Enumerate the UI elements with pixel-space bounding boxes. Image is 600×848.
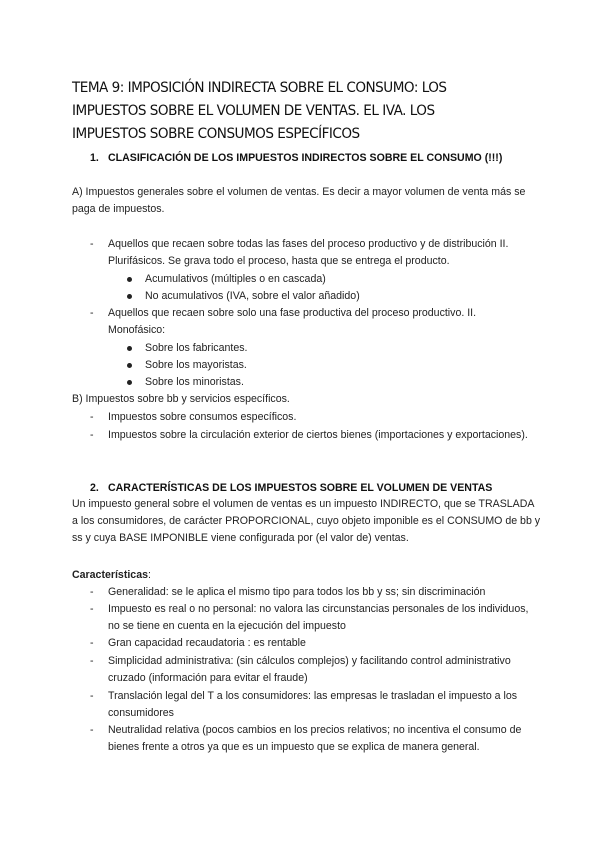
section-2-intro: Un impuesto general sobre el volumen de ventas es un impuesto INDIRECTO, que se TRASLADA a los consumidores, de carácter PROPORCIONAL, cuyo objeto imponible es el CONSUMO de bb y ss y cuya BASE IMPONIBLE viene configurada por (el valor de) ventas.	[72, 498, 541, 544]
section-2-heading	[90, 480, 492, 496]
b-item-2	[90, 427, 535, 444]
b-item-1	[90, 409, 535, 426]
bullet-dot-icon	[127, 294, 132, 299]
dash-item-1	[90, 236, 535, 270]
section-1-intro-b: B) Impuestos sobre bb y servicios específicos.	[72, 393, 290, 405]
features-colon: :	[147, 569, 151, 581]
document-title: TEMA 9: IMPOSICIÓN INDIRECTA SOBRE EL CONSUMO: LOS IMPUESTOS SOBRE EL VOLUMEN DE VENTAS. EL IVA. LOS IMPUESTOS SOBRE CONSUMOS ESPECÍFICOS	[72, 79, 447, 142]
b-item-2-text: Impuestos sobre la circulación exterior de ciertos bienes (importaciones y exportaciones).	[108, 429, 528, 441]
features-label: Características	[72, 569, 148, 581]
feature-item-text: Impuesto es real o no personal: no valora las circunstancias personales de los individuos, no se tiene en cuenta en la ejecución del impuesto	[108, 603, 529, 632]
bullet-item-text: No acumulativos (IVA, sobre el valor añadido)	[145, 290, 360, 302]
feature-item	[90, 601, 535, 635]
bullet-item-text: Sobre los fabricantes.	[145, 342, 248, 354]
dash-marker: -	[90, 724, 94, 736]
dash-item-1-text: Aquellos que recaen sobre todas las fases del proceso productivo y de distribución II. Plurifásicos. Se grava todo el proceso, hasta que se entrega el producto.	[108, 238, 509, 267]
bullet-dot-icon	[127, 346, 132, 351]
bullet-item-text: Sobre los mayoristas.	[145, 359, 247, 371]
dash-item-2	[90, 305, 535, 339]
bullet-item-text: Acumulativos (múltiples o en cascada)	[145, 273, 326, 285]
feature-item	[90, 688, 535, 722]
section-2-number: 2.	[90, 482, 99, 494]
section-1-heading	[90, 150, 502, 166]
bullet-item	[127, 271, 527, 288]
feature-item-text: Simplicidad administrativa: (sin cálculos complejos) y facilitando control administrativo cruzado (información para evitar el fraude)	[108, 655, 511, 684]
dash-marker: -	[90, 429, 94, 441]
dash-marker: -	[90, 603, 94, 615]
feature-item-text: Gran capacidad recaudatoria : es rentable	[108, 637, 306, 649]
dash-marker: -	[90, 655, 94, 667]
features-label-line	[72, 567, 542, 584]
feature-item-text: Generalidad: se le aplica el mismo tipo para todos los bb y ss; sin discriminación	[108, 586, 486, 598]
bullet-item	[127, 357, 527, 374]
bullet-item	[127, 374, 527, 391]
bullet-item	[127, 288, 527, 305]
section-2-title: CARACTERÍSTICAS DE LOS IMPUESTOS SOBRE EL VOLUMEN DE VENTAS	[108, 482, 493, 494]
feature-item	[90, 653, 535, 687]
feature-item	[90, 584, 535, 601]
dash-item-2-text: Aquellos que recaen sobre solo una fase productiva del proceso productivo. II. Monofásico:	[108, 307, 477, 336]
dash-marker: -	[90, 690, 94, 702]
b-item-1-text: Impuestos sobre consumos específicos.	[108, 411, 297, 423]
dash-marker: -	[90, 586, 94, 598]
feature-item	[90, 635, 535, 652]
bullet-dot-icon	[127, 380, 132, 385]
bullet-dot-icon	[127, 363, 132, 368]
dash-marker: -	[90, 637, 94, 649]
bullet-dot-icon	[127, 277, 132, 282]
dash-marker: -	[90, 307, 94, 319]
feature-item-text: Translación legal del T a los consumidores: las empresas le trasladan el impuesto a los consumidores	[108, 690, 518, 719]
feature-item	[90, 722, 535, 756]
feature-item-text: Neutralidad relativa (pocos cambios en los precios relativos; no incentiva el consumo de bienes frente a otros ya que es un impuesto que se explica de manera general.	[108, 724, 522, 753]
dash-marker: -	[90, 411, 94, 423]
dash-marker: -	[90, 238, 94, 250]
bullet-item	[127, 340, 527, 357]
bullet-item-text: Sobre los minoristas.	[145, 376, 244, 388]
section-1-number: 1.	[90, 152, 99, 164]
section-1-intro-a: A) Impuestos generales sobre el volumen de ventas. Es decir a mayor volumen de venta más se paga de impuestos.	[72, 186, 526, 215]
section-1-title: CLASIFICACIÓN DE LOS IMPUESTOS INDIRECTOS SOBRE EL CONSUMO (!!!)	[108, 152, 503, 164]
